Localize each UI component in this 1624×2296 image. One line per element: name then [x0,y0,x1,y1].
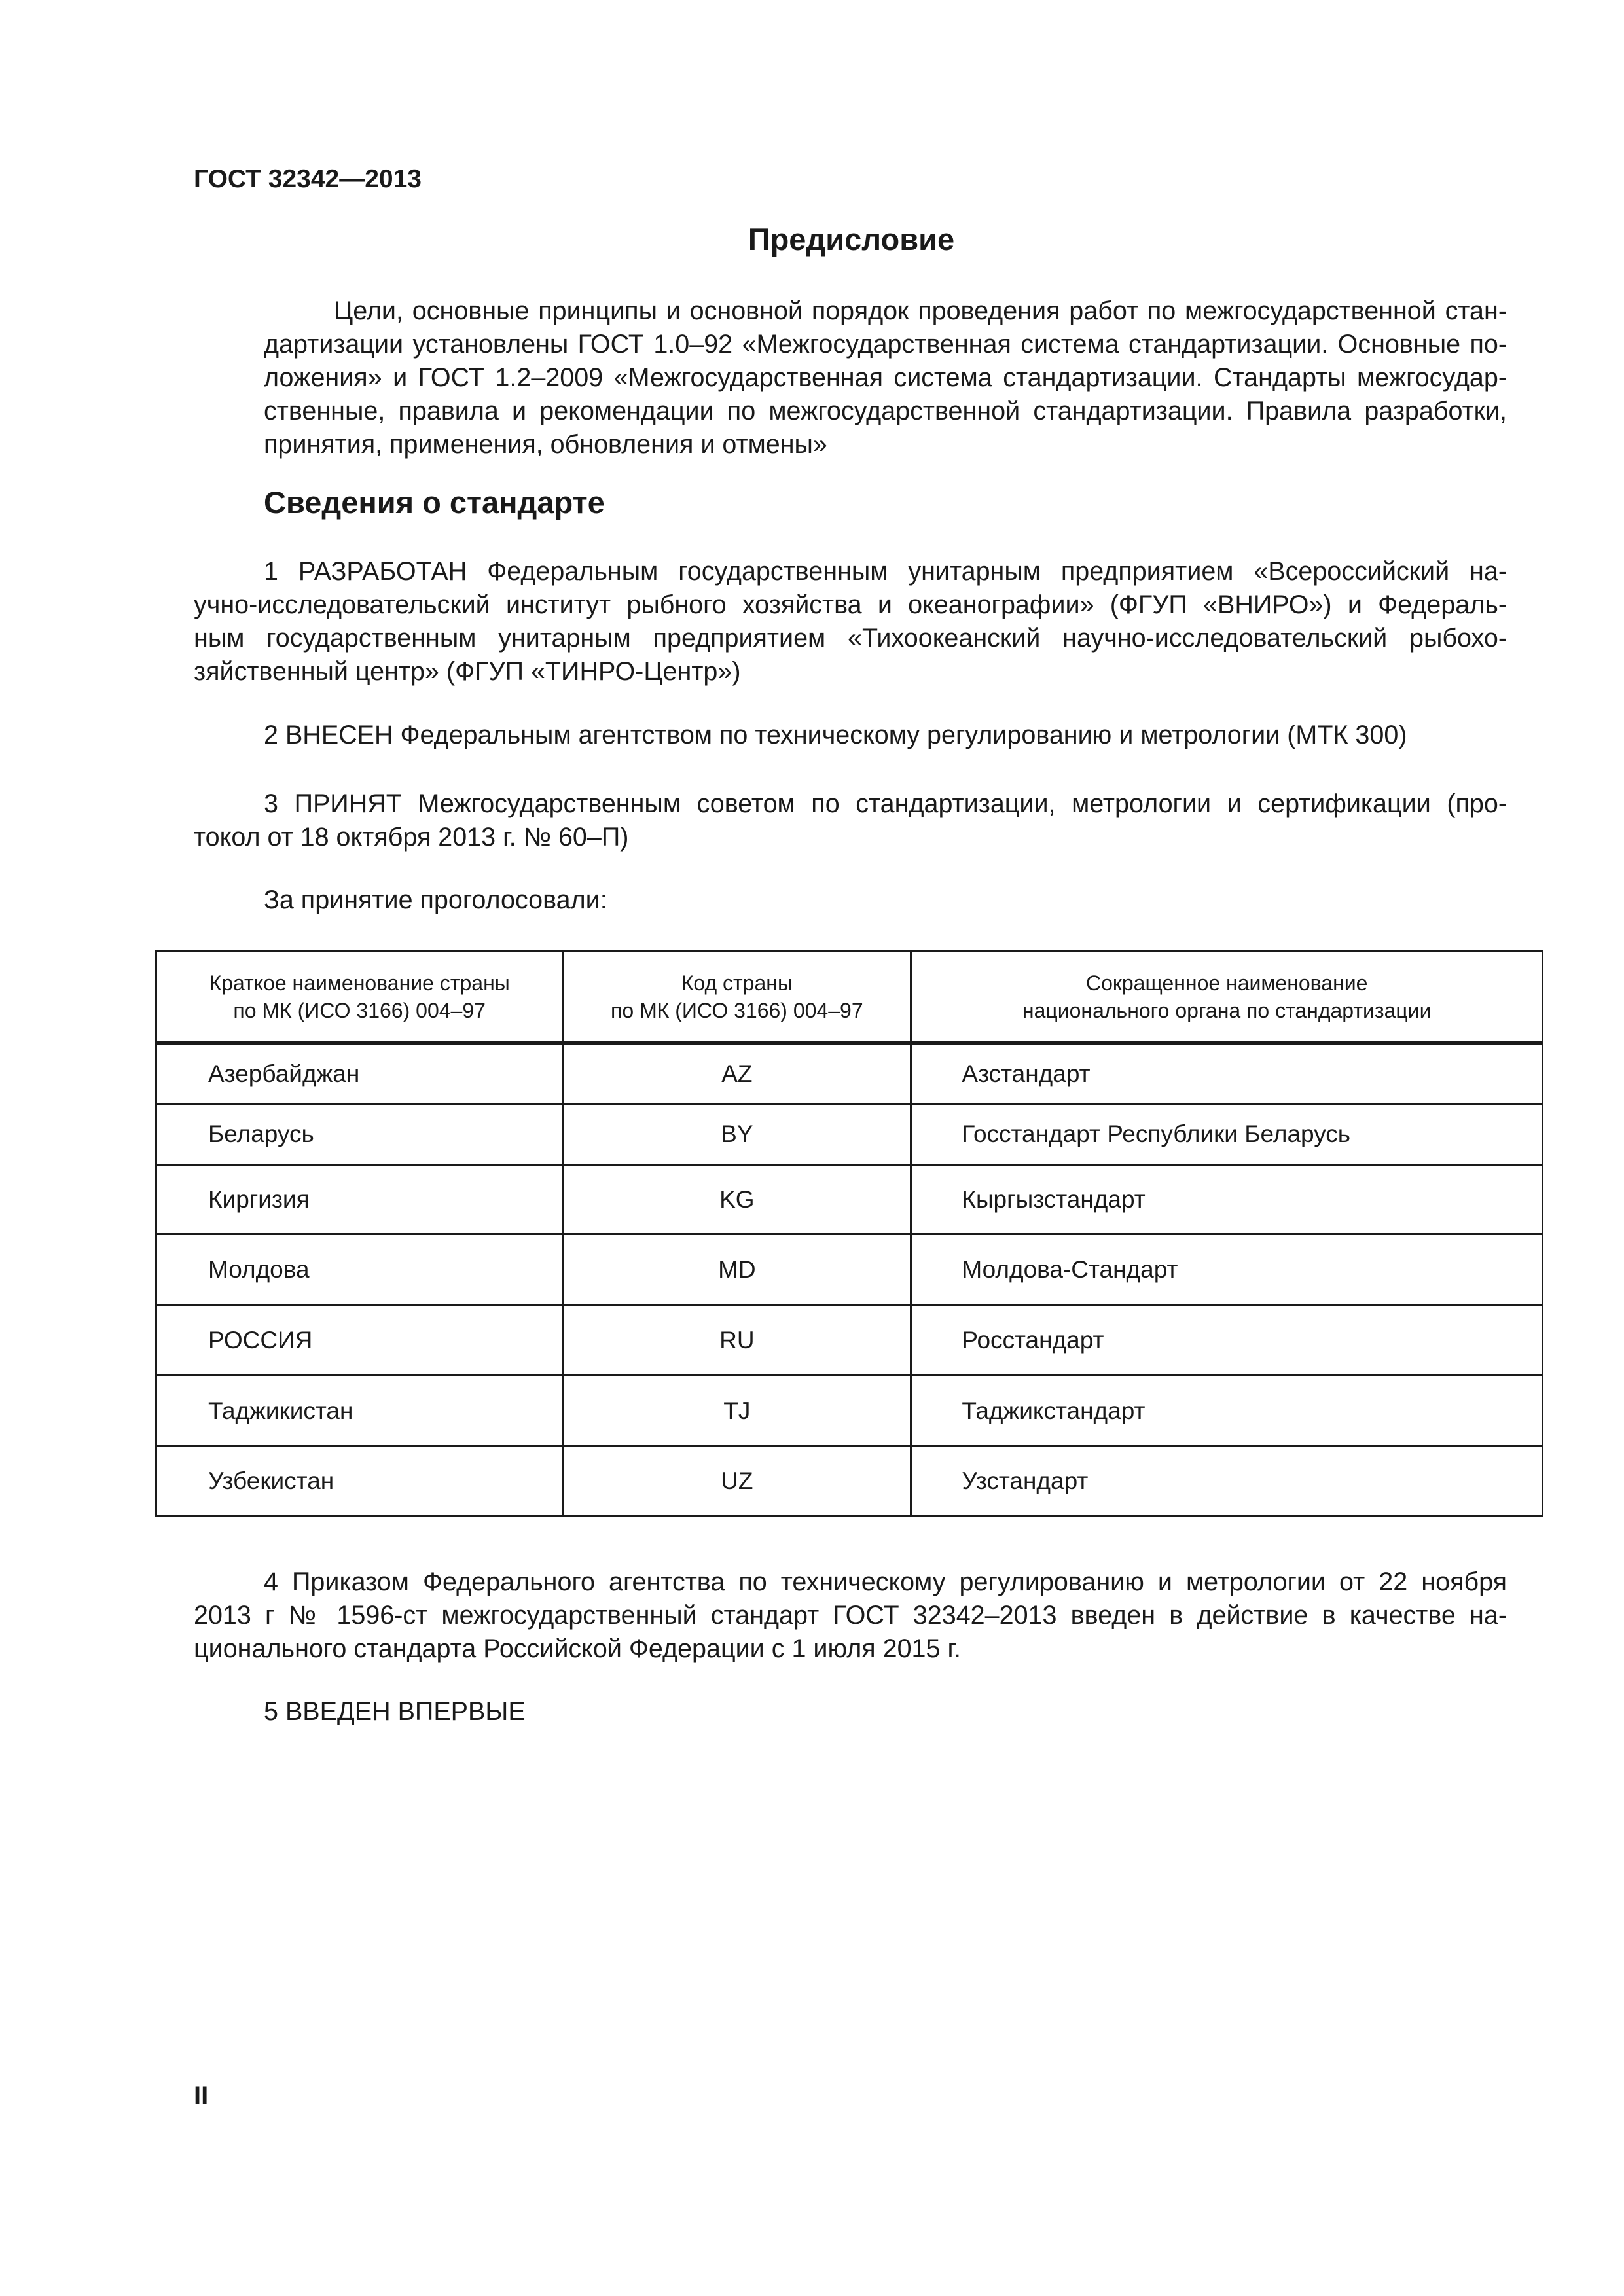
info-item-1-line: зяйственный центр» (ФГУП «ТИНРО-Центр») [194,657,741,686]
table-row [156,1446,1543,1516]
country-cell: Таджикистан [156,1376,563,1446]
body-cell: Молдова-Стандарт [911,1234,1543,1305]
info-item-4-line: ционального стандарта Российской Федерации с 1 июля 2015 г. [194,1634,962,1663]
info-item-3-line: токол от 18 октября 2013 г. № 60–П) [194,823,629,852]
voted-intro [194,884,1507,917]
country-cell: Молдова [156,1234,563,1305]
code-cell: RU [563,1305,911,1376]
header-text: по МК (ИСО 3166) 004–97 [233,998,486,1022]
body-cell: Кыргызстандарт [911,1165,1543,1234]
country-cell: Беларусь [156,1104,563,1165]
body-cell: Азстандарт [911,1043,1543,1104]
code-cell: MD [563,1234,911,1305]
foreword-line: дартизации установлены ГОСТ 1.0–92 «Межгосударственная система стандартизации. Основные по- [264,330,1507,359]
body-cell: Узстандарт [911,1446,1543,1516]
foreword-title: Предисловие [748,222,955,257]
foreword-line: ложения» и ГОСТ 1.2–2009 «Межгосударственная система стандартизации. Стандарты межгосудар- [264,363,1507,392]
header-text: Код страны [681,971,793,995]
code-cell: KG [563,1165,911,1234]
country-cell: РОССИЯ [156,1305,563,1376]
country-cell: Киргизия [156,1165,563,1234]
table-row [156,1043,1543,1104]
header-text: национального органа по стандартизации [1022,998,1432,1022]
foreword-line: Цели, основные принципы и основной порядок проведения работ по межгосударственной стан- [334,296,1507,325]
code-cell: TJ [563,1376,911,1446]
voted-intro-text: За принятие проголосовали: [264,886,607,914]
body-cell: Таджикстандарт [911,1376,1543,1446]
code-cell: BY [563,1104,911,1165]
info-item-3 [194,787,1507,854]
info-item-3-line: 3 ПРИНЯТ Межгосударственным советом по стандартизации, метрологии и сертификации (про- [264,789,1507,818]
info-item-5 [194,1695,1507,1729]
info-item-2-line: 2 ВНЕСЕН Федеральным агентством по техническому регулированию и метрологии (МТК 300) [264,721,1407,749]
table-row [156,1165,1543,1234]
header-text: по МК (ИСО 3166) 004–97 [611,998,863,1022]
standard-info-title: Сведения о стандарте [264,485,605,520]
foreword-paragraph [194,295,1507,461]
code-cell: UZ [563,1446,911,1516]
header-country-code [563,952,911,1043]
table-row [156,1104,1543,1165]
table-row [156,1376,1543,1446]
country-cell: Азербайджан [156,1043,563,1104]
voting-table [155,950,1543,1517]
info-item-1 [194,555,1507,689]
info-item-1-line: ным государственным унитарным предприятием «Тихоокеанский научно-исследовательский рыбохо- [194,624,1507,653]
table-row [156,1234,1543,1305]
foreword-line: принятия, применения, обновления и отмены» [264,430,827,459]
table-header-row [156,952,1543,1043]
document-header: ГОСТ 32342—2013 [194,165,422,193]
header-country-name [156,952,563,1043]
info-item-4-line: 2013 г № 1596-ст межгосударственный стандарт ГОСТ 32342–2013 введен в действие в качестве на- [194,1601,1507,1630]
header-text: Краткое наименование страны [209,971,510,995]
info-item-1-line: учно-исследовательский институт рыбного хозяйства и океанографии» (ФГУП «ВНИРО») и Федераль- [194,590,1507,619]
body-cell: Госстандарт Республики Беларусь [911,1104,1543,1165]
page-number: II [194,2081,209,2110]
country-cell: Узбекистан [156,1446,563,1516]
header-text: Сокращенное наименование [1085,971,1368,995]
body-cell: Росстандарт [911,1305,1543,1376]
foreword-line: ственные, правила и рекомендации по межгосударственной стандартизации. Правила разработки, [264,397,1507,425]
table-row [156,1305,1543,1376]
info-item-4 [194,1566,1507,1666]
info-item-5-line: 5 ВВЕДЕН ВПЕРВЫЕ [264,1697,526,1726]
info-item-4-line: 4 Приказом Федерального агентства по техническому регулированию и метрологии от 22 ноября [264,1568,1507,1596]
code-cell: AZ [563,1043,911,1104]
info-item-2 [194,719,1507,752]
info-item-1-line: 1 РАЗРАБОТАН Федеральным государственным унитарным предприятием «Всероссийский на- [264,557,1507,586]
header-standards-body [911,952,1543,1043]
